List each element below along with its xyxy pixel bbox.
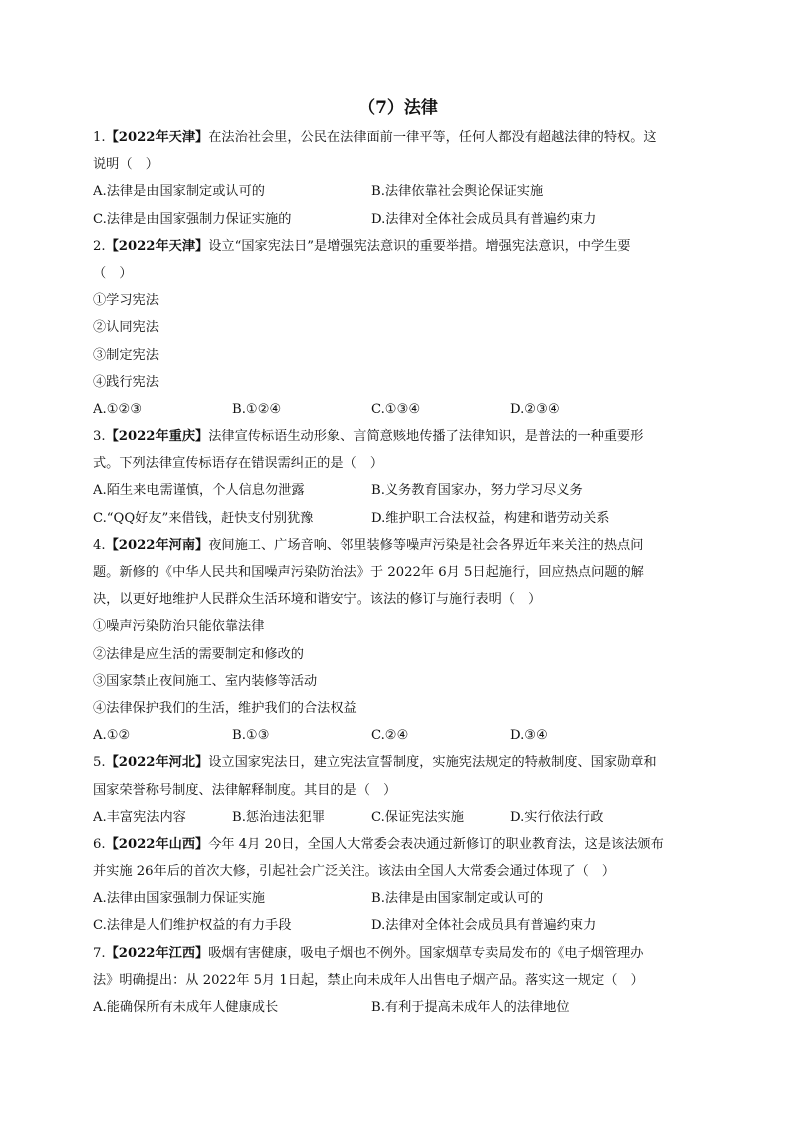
question-stem-text: 在法治社会里，公民在法律面前一律平等，任何人都没有超越法律的特权。这 [208,130,657,145]
question-block [93,749,703,831]
question-stem-line [93,749,703,776]
answer-option: C.②④ [371,728,409,744]
answer-option: C.法律是人们维护权益的有力手段 [93,918,292,934]
question-stem-line [93,151,703,178]
question-stem-line [93,450,703,477]
question-stem-line [93,233,703,260]
question-stem-text: 法律宣传标语生动形象、言简意赅地传播了法律知识，是普法的一种重要形 [208,429,644,445]
answer-option: A.能确保所有未成年人健康成长 [93,1000,279,1015]
answer-option: B.义务教育国家办，努力学习尽义务 [371,483,583,499]
question-stem-line [93,586,703,613]
question-source: 【2022年江西】 [105,945,209,961]
question-stem-line [93,260,703,287]
answer-option: A.丰富宪法内容 [93,809,186,825]
question-stem-text: 今年 4月 20日，全国人大常委会表决通过新修订的职业教育法，这是该法颁布 [208,836,664,852]
answer-options [93,804,703,831]
question-block [93,831,703,940]
question-block [93,233,703,423]
answer-option: A.①②③ [93,401,143,417]
answer-options [93,722,703,749]
answer-option: B.惩治违法犯罪 [232,809,326,825]
question-stem-line [93,858,703,885]
question-block [93,532,703,750]
question-stem-text: 夜间施工、广场音响、邻里装修等噪声污染是社会各界近年来关注的热点问 [208,537,644,553]
answer-options-row [93,206,703,233]
answer-option: A.法律由国家强制力保证实施 [93,891,265,907]
question-stem-text: （ ） [93,265,133,281]
question-stem-text: 设立“国家宪法日”是增强宪法意识的重要举措。增强宪法意识，中学生要 [208,238,631,254]
question-number: 5. [93,755,106,771]
answer-option: B.法律依靠社会舆论保证实施 [371,184,544,200]
question-stem-text: 说明（ ） [93,157,159,173]
question-stem-line [93,423,703,450]
question-number: 2. [93,238,106,254]
answer-options-row [93,505,703,532]
question-block [93,124,703,233]
answer-options-row [93,994,703,1021]
answer-option: B.法律是由国家制定或认可的 [371,891,544,907]
question-source: 【2022年天津】 [105,130,209,145]
question-stem-line [93,831,703,858]
statement-item: ③制定宪法 [93,347,159,363]
answer-options [93,396,703,423]
answer-option: D.维护职工合法权益，构建和谐劳动关系 [371,510,610,526]
question-block [93,423,703,532]
answer-options-row [93,178,703,205]
statement-item: ④法律保护我们的生活，维护我们的合法权益 [93,700,357,716]
statement-item: ②认同宪法 [93,320,159,336]
answer-option: C.保证宪法实施 [371,809,464,825]
document-page [93,92,703,1021]
question-stem-line [93,559,703,586]
statement-item: ②法律是应生活的需要制定和修改的 [93,646,304,662]
answer-options-row [93,477,703,504]
answer-option: B.①③ [232,728,270,744]
answer-options-row [93,912,703,939]
question-stem-text: 决，以更好地维护人民群众生活环境和谐安宁。该法的修订与施行表明（ ） [93,592,542,608]
question-number: 7. [93,945,106,961]
statement-item: ①学习宪法 [93,293,159,309]
question-stem-line [93,967,703,994]
document-title: （7）法律 [358,98,438,118]
question-stem-text: 国家荣誉称号制度、法律解释制度。其目的是（ ） [93,782,397,798]
statement-item: ①噪声污染防治只能依靠法律 [93,619,265,635]
question-stem-line [93,532,703,559]
question-stem-text: 法》明确提出：从 2022年 5月 1日起，禁止向未成年人出售电子烟产品。落实这一规定（ ） [93,972,644,988]
question-source: 【2022年河南】 [105,537,209,553]
question-block [93,940,703,1022]
question-stem-line [93,777,703,804]
question-number: 6. [93,836,106,852]
answer-option: D.实行依法行政 [510,809,604,825]
answer-option: A.法律是由国家制定或认可的 [93,184,265,200]
statement-item: ④践行宪法 [93,374,159,390]
answer-options-row [93,885,703,912]
question-source: 【2022年天津】 [105,238,209,254]
answer-option: C.①③④ [371,401,421,417]
question-number: 4. [93,537,106,553]
question-stem-line [93,940,703,967]
question-stem-line [93,124,703,151]
question-source: 【2022年山西】 [105,836,209,852]
answer-option: B.①②④ [232,401,282,417]
answer-option: C.“QQ好友”来借钱，赶快支付别犹豫 [93,510,314,526]
question-stem-text: 题。新修的《中华人民共和国噪声污染防治法》于 2022年 6月 5日起施行，回应热点问题的解 [93,565,644,580]
question-list [93,124,703,1021]
answer-option: B.有利于提高未成年人的法律地位 [371,1000,570,1015]
question-source: 【2022年河北】 [105,755,209,771]
answer-option: C.法律是由国家强制力保证实施的 [93,211,292,227]
question-stem-text: 设立国家宪法日，建立宪法宣誓制度，实施宪法规定的特赦制度、国家勋章和 [208,755,657,771]
statement-item: ③国家禁止夜间施工、室内装修等活动 [93,673,318,689]
answer-option: D.法律对全体社会成员具有普遍约束力 [371,211,597,227]
answer-option: D.②③④ [510,401,560,417]
answer-option: D.法律对全体社会成员具有普遍约束力 [371,918,597,934]
question-stem-text: 吸烟有害健康，吸电子烟也不例外。国家烟草专卖局发布的《电子烟管理办 [208,945,644,961]
answer-option: D.③④ [510,728,548,744]
answer-option: A.陌生来电需谨慎，个人信息勿泄露 [93,483,305,499]
question-number: 1. [93,130,106,145]
question-number: 3. [93,429,106,445]
question-source: 【2022年重庆】 [105,429,209,445]
answer-option: A.①② [93,728,131,744]
question-stem-text: 并实施 26年后的首次大修，引起社会广泛关注。该法由全国人大常委会通过体现了（ ） [93,864,616,880]
question-stem-text: 式。下列法律宣传标语存在错误需纠正的是（ ） [93,456,384,472]
